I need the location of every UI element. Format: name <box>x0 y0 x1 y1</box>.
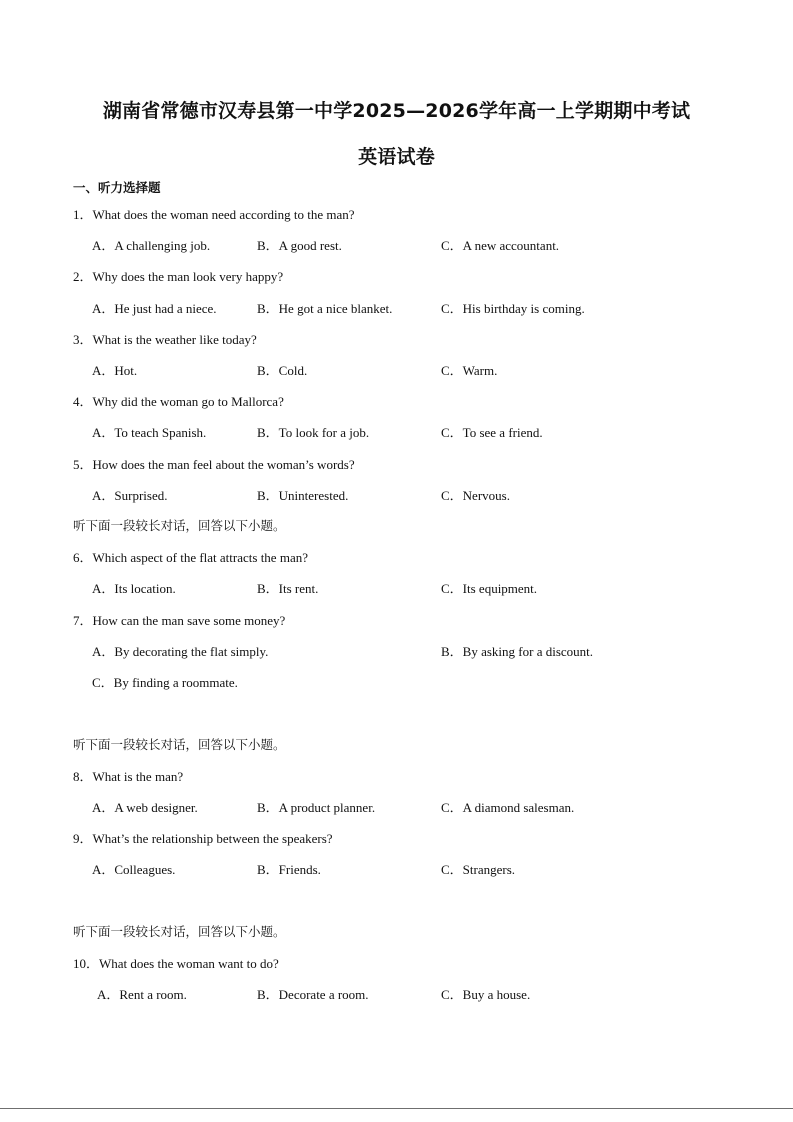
q9-option-c: C．Strangers. <box>441 862 516 877</box>
question-4: 4．Why did the woman go to Mallorca? <box>73 394 284 409</box>
instruction-2: 听下面一段较长对话，回答以下小题。 <box>73 737 286 752</box>
q5-option-b: B．Uninterested. <box>257 488 349 503</box>
exam-title: 湖南省常德市汉寿县第一中学2025—2026学年高一上学期期中考试 <box>102 100 691 122</box>
q4-option-b: B．To look for a job. <box>257 425 370 440</box>
q3-option-c: C．Warm. <box>441 363 498 378</box>
q9-option-a: A．Colleagues. <box>92 862 176 877</box>
q8-option-c: C．A diamond salesman. <box>441 800 575 815</box>
instruction-3: 听下面一段较长对话，回答以下小题。 <box>73 924 286 939</box>
question-3: 3．What is the weather like today? <box>73 332 257 347</box>
question-6: 6．Which aspect of the flat attracts the man? <box>73 550 308 565</box>
question-8: 8．What is the man? <box>73 769 184 784</box>
q6-option-a: A．Its location. <box>92 581 176 596</box>
q5-option-a: A．Surprised. <box>92 488 168 503</box>
q8-option-a: A．A web designer. <box>92 800 198 815</box>
question-9: 9．What’s the relationship between the speakers? <box>73 831 333 846</box>
question-1: 1．What does the woman need according to the man? <box>73 207 355 222</box>
q2-option-b: B．He got a nice blanket. <box>257 301 393 316</box>
q4-option-a: A．To teach Spanish. <box>92 425 207 440</box>
q6-option-b: B．Its rent. <box>257 581 319 596</box>
q1-option-a: A．A challenging job. <box>92 238 211 253</box>
q5-option-c: C．Nervous. <box>441 488 510 503</box>
q3-option-b: B．Cold. <box>257 363 308 378</box>
q7-option-a: A．By decorating the flat simply. <box>92 644 269 659</box>
q9-option-b: B．Friends. <box>257 862 321 877</box>
page-bottom-divider <box>0 1108 793 1109</box>
q7-option-b: B．By asking for a discount. <box>441 644 594 659</box>
question-7: 7．How can the man save some money? <box>73 613 286 628</box>
q2-option-c: C．His birthday is coming. <box>441 301 585 316</box>
q3-option-a: A．Hot. <box>92 363 138 378</box>
q1-option-b: B．A good rest. <box>257 238 342 253</box>
q10-option-c: C．Buy a house. <box>441 987 531 1002</box>
q10-option-a: A．Rent a room. <box>97 987 187 1002</box>
exam-subtitle: 英语试卷 <box>358 146 435 168</box>
q2-option-a: A．He just had a niece. <box>92 301 217 316</box>
question-10: 10．What does the woman want to do? <box>73 956 279 971</box>
q1-option-c: C．A new accountant. <box>441 238 560 253</box>
q6-option-c: C．Its equipment. <box>441 581 538 596</box>
q8-option-b: B．A product planner. <box>257 800 376 815</box>
q10-option-b: B．Decorate a room. <box>257 987 369 1002</box>
question-2: 2．Why does the man look very happy? <box>73 269 284 284</box>
q4-option-c: C．To see a friend. <box>441 425 543 440</box>
instruction-1: 听下面一段较长对话，回答以下小题。 <box>73 518 286 533</box>
q7-option-c: C．By finding a roommate. <box>92 675 238 690</box>
section-heading-listening: 一、听力选择题 <box>73 180 161 195</box>
question-5: 5．How does the man feel about the woman’s words? <box>73 457 355 472</box>
